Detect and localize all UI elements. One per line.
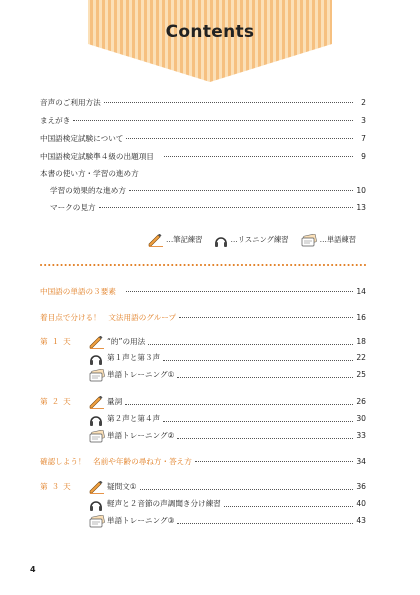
toc-label: まえがき (40, 116, 71, 125)
lesson-row[interactable] (89, 395, 366, 409)
toc-row[interactable] (40, 132, 366, 146)
page-title: Contents (165, 22, 255, 42)
toc-section[interactable] (40, 455, 366, 469)
dot-leader (163, 421, 353, 422)
toc-page: 26 (356, 397, 366, 406)
dot-leader (140, 489, 354, 490)
toc-page: 3 (361, 116, 366, 125)
dot-leader (177, 438, 353, 439)
legend-label: …リスニング練習 (230, 235, 289, 244)
lesson-label: 軽声と２音節の声調聞き分け練習 (107, 499, 221, 508)
dot-leader (104, 102, 353, 103)
toc-label: 学習の効果的な進め方 (50, 186, 126, 195)
page-number: 4 (30, 565, 36, 574)
toc-page: 7 (361, 134, 366, 143)
toc-label: マークの見方 (50, 203, 96, 212)
legend-writing (148, 234, 202, 247)
dot-leader (177, 523, 353, 524)
dot-leader (99, 207, 353, 208)
dot-leader (125, 404, 353, 405)
toc-page: 43 (356, 516, 366, 525)
toc-page: 9 (361, 152, 366, 161)
lesson-row[interactable] (89, 368, 366, 382)
legend-vocab (301, 234, 356, 247)
lesson-row[interactable] (89, 412, 366, 426)
legend-label: …筆記練習 (166, 235, 203, 244)
lesson-label: 単語トレーニング① (107, 370, 175, 379)
toc-page: 22 (356, 353, 366, 362)
dot-leader (224, 506, 353, 507)
lesson-row[interactable] (89, 480, 366, 494)
dot-leader (148, 344, 353, 345)
toc-page: 30 (356, 414, 366, 423)
toc-section[interactable] (40, 311, 366, 325)
section-label: 着目点で分ける！ 文法用語のグループ (40, 313, 177, 322)
toc-page: 36 (356, 482, 366, 491)
toc-row[interactable] (50, 184, 366, 198)
lesson-row[interactable] (89, 497, 366, 511)
lesson-label: 単語トレーニング② (107, 431, 175, 440)
pencil-icon (148, 234, 164, 247)
toc-label: 音声のご利用方法 (40, 98, 101, 107)
pencil-icon (89, 396, 105, 409)
toc-label: 中国語検定試験準４級の出題項目 (40, 152, 154, 161)
toc-row[interactable] (50, 201, 366, 215)
day-label: 第２天 (40, 397, 75, 406)
headphones-icon (89, 413, 103, 426)
cards-icon (89, 515, 106, 528)
cards-icon (89, 369, 106, 382)
dot-leader (163, 360, 353, 361)
dot-leader (164, 156, 353, 157)
toc-page: 40 (356, 499, 366, 508)
lesson-row[interactable] (89, 351, 366, 365)
toc-row[interactable] (40, 150, 366, 164)
dot-leader (126, 138, 353, 139)
cards-icon (89, 430, 106, 443)
toc-page: 14 (356, 287, 366, 296)
lesson-label: 第１声と第３声 (107, 353, 161, 362)
section-label: 確認しよう！ 名前や年齢の尋ね方・答え方 (40, 457, 192, 466)
toc-page: 33 (356, 431, 366, 440)
dot-leader (73, 120, 353, 121)
toc-page: 25 (356, 370, 366, 379)
section-label: 中国語の単語の３要素 (40, 287, 116, 296)
lesson-row[interactable] (89, 429, 366, 443)
lesson-label: 第２声と第４声 (107, 414, 161, 423)
legend-label: …単語練習 (319, 235, 357, 244)
toc-label: 中国語検定試験について (40, 134, 124, 143)
dot-leader (177, 377, 353, 378)
toc-row[interactable] (40, 96, 366, 110)
lesson-row[interactable] (89, 335, 366, 349)
day-label: 第３天 (40, 482, 75, 491)
toc-page: 34 (356, 457, 366, 466)
legend-listening (214, 234, 288, 247)
pencil-icon (89, 336, 105, 349)
dot-leader (126, 291, 353, 292)
toc-page: 18 (356, 337, 366, 346)
pencil-icon (89, 481, 105, 494)
lesson-row[interactable] (89, 514, 366, 528)
toc-page: 10 (356, 186, 366, 195)
toc-section[interactable] (40, 285, 366, 299)
dot-leader (195, 461, 353, 462)
toc-row (40, 167, 366, 181)
toc-row[interactable] (40, 114, 366, 128)
lesson-label: 単語トレーニング③ (107, 516, 175, 525)
toc-page: 16 (356, 313, 366, 322)
cards-icon (301, 234, 318, 247)
day-label: 第１天 (40, 337, 75, 346)
headphones-icon (214, 234, 228, 247)
toc-page: 2 (361, 98, 366, 107)
lesson-label: 量詞 (107, 397, 123, 406)
icon-legend (148, 233, 356, 247)
dot-leader (179, 317, 353, 318)
toc-page: 13 (356, 203, 366, 212)
lesson-label: 疑問文① (107, 482, 137, 491)
headphones-icon (89, 352, 103, 365)
headphones-icon (89, 498, 103, 511)
lesson-label: “的”の用法 (107, 337, 146, 346)
dotted-divider (40, 263, 368, 267)
dot-leader (129, 190, 353, 191)
toc-label: 本書の使い方・学習の進め方 (40, 169, 139, 178)
